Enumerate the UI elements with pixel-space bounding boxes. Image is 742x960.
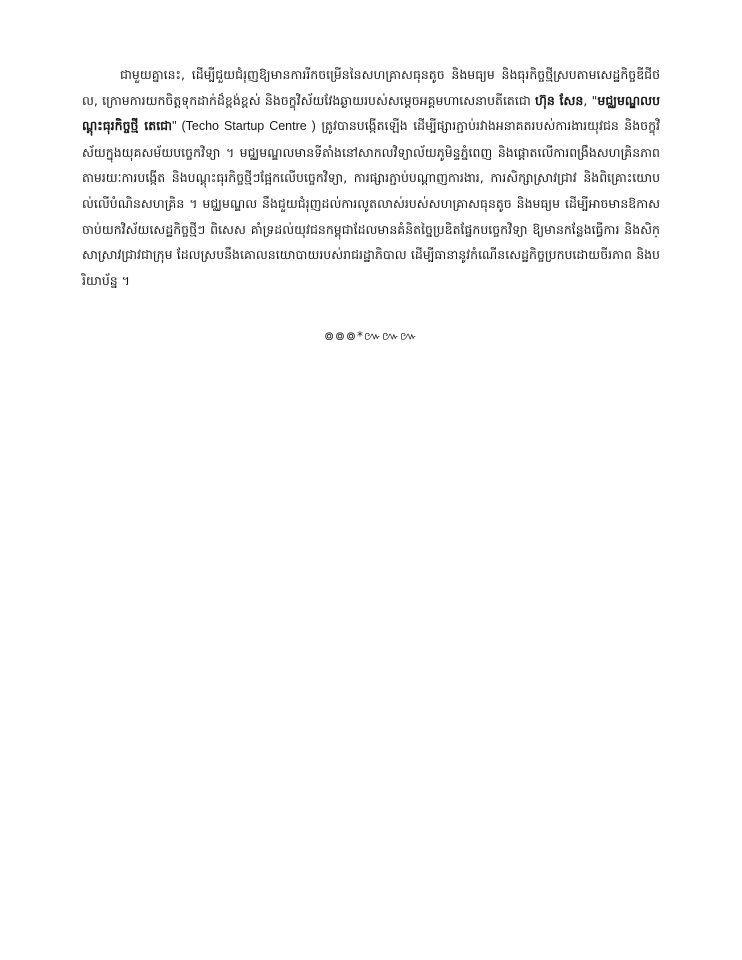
body-paragraph xyxy=(82,62,660,293)
quote-separator: , " xyxy=(583,92,598,108)
paragraph-text-1: ជាមួយគ្នានេះ, ដើម្បីជួយជំរុញឱ្យមានការរីកចម្រើននៃសហគ្រាសធុនតូច និងមធ្យម និងធុរកិច្ចថ្មីស្របតាមសេដ្ឋកិច្ចឌីជីថល, ក្រោមការយកចិត្តទុកដាក់ដ៏ខ្ពង់ខ្ពស់ និងចក្ខុវិស័យវែងឆ្ងាយរបស់សម្ដេចអគ្គមហាសេនាបតីតេជោ xyxy=(82,67,660,108)
end-ornament: ៙៙៙*៚៚៚ xyxy=(324,329,418,343)
centre-name-khmer: មជ្ឈមណ្ឌលបណ្ដុះធុរកិច្ចថ្មី តេជោ xyxy=(82,92,661,134)
centre-name-english: " (Techo Startup Centre ) xyxy=(172,119,316,134)
leader-name: ហ៊ុន សែន xyxy=(535,92,584,108)
paragraph-text-2: ត្រូវបានបង្កើតឡើង ដើម្បីផ្សារភ្ជាប់រវាងអនាគតរបស់ការងារយុវជន និងចក្ខុវិស័យក្នុងយុគសម័យបច្ចេកវិទ្យា ។ មជ្ឈមណ្ឌលមានទីតាំងនៅសាកលវិទ្យាល័យភូមិន្ទភ្នំពេញ និងផ្ដោតលើការពង្រឹងសហគ្រិនភាព តាមរយៈការបង្កើត និងបណ្ដុះធុរកិច្ចថ្មីៗផ្អែកលើបច្ចេកវិទ្យា, ការផ្សារភ្ជាប់បណ្ដាញការងារ, ការសិក្សាស្រាវជ្រាវ និងពិគ្រោះយោបល់លើបំណិនសហគ្រិន ។ មជ្ឈមណ្ឌល នឹងជួយជំរុញដល់ការលូតលាស់របស់សហគ្រាសធុនតូច និងមធ្យម ដើម្បីអាចមានឱកាសចាប់យកវិស័យសេដ្ឋកិច្ចថ្មីៗ ពិសេស គាំទ្រដល់យុវជនកម្ពុជាដែលមានគំនិតច្នៃប្រឌិតផ្នែកបច្ចេកវិទ្យា ឱ្យមានកន្លែងធ្វើការ និងសិក្សាស្រាវជ្រាវជាក្រុម ដែលស្របនឹងគោលនយោបាយរបស់រាជរដ្ឋាភិបាល ដើម្បីធានានូវកំណើនសេដ្ឋកិច្ចប្រកបដោយចីរភាព និងបរិយាប័ន្ន ។ xyxy=(82,118,660,288)
